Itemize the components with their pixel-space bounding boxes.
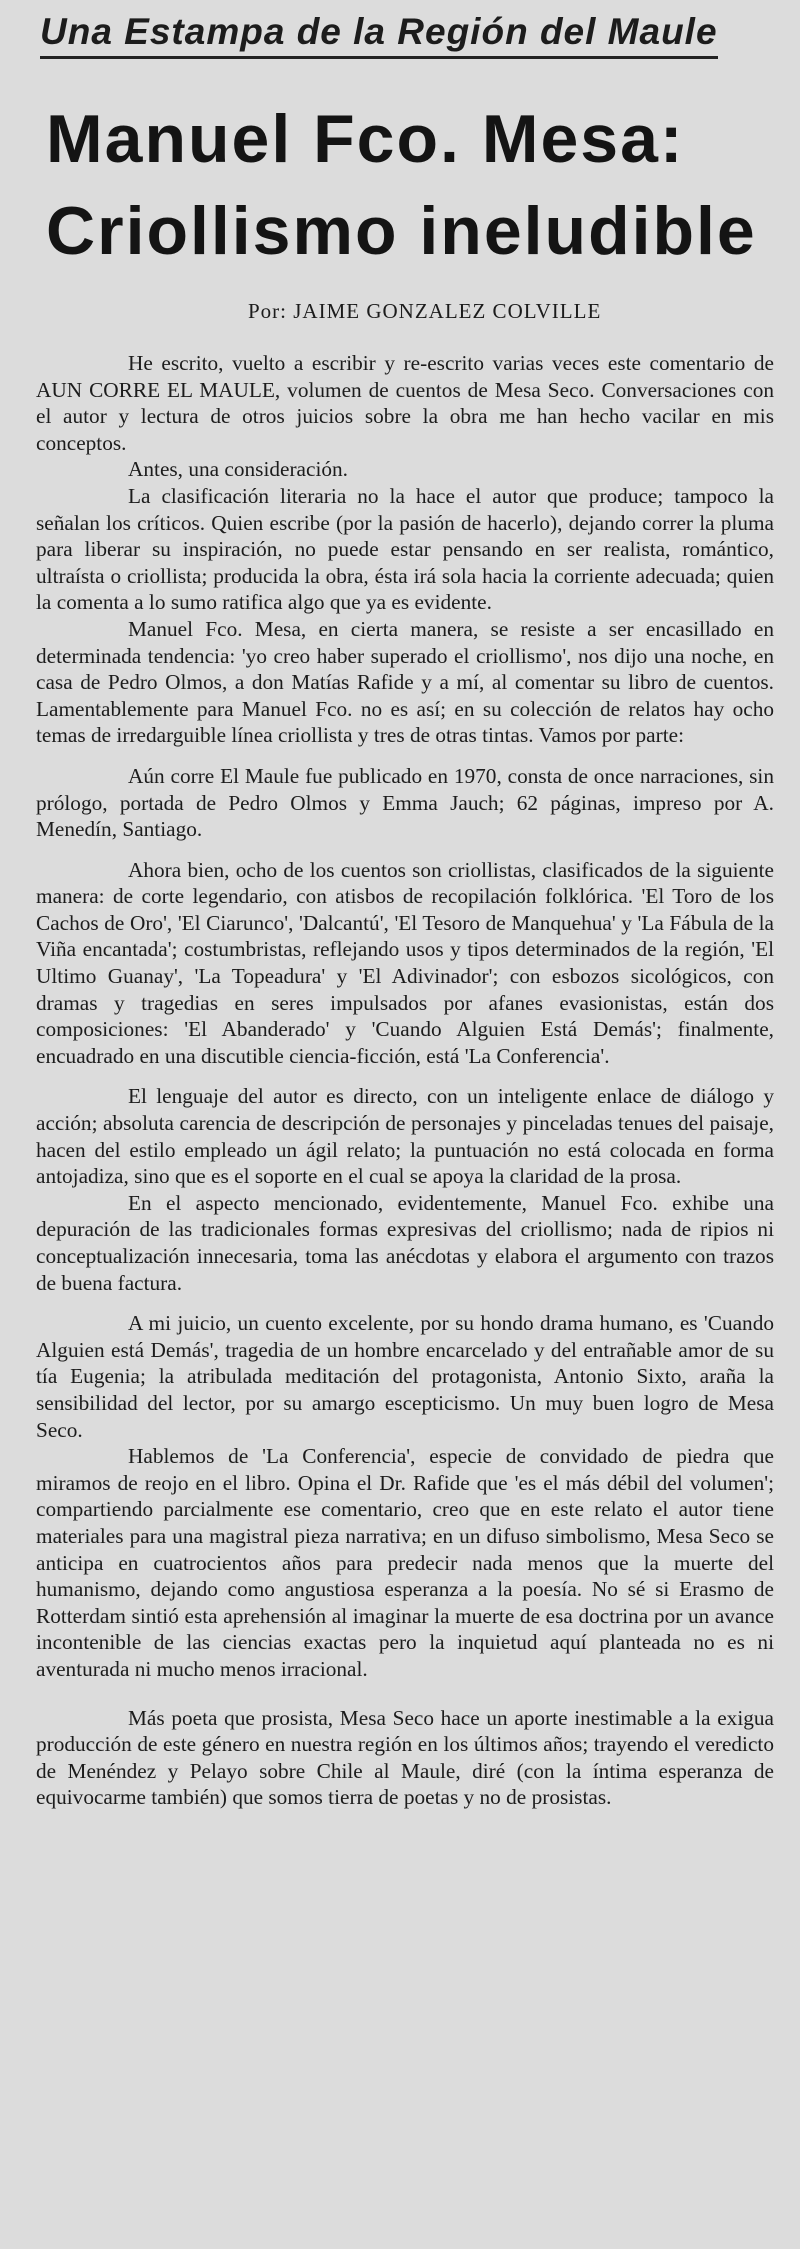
headline	[46, 93, 782, 277]
headline-line-2: Criollismo ineludible	[46, 193, 757, 269]
paragraph-4: Manuel Fco. Mesa, en cierta manera, se resiste a ser encasillado en determinada tendencia: 'yo creo haber superado el criollismo', nos dijo una noche, en casa de Pedro Olmos, a don Matías Rafide y a mí, al comentar su libro de cuentos. Lamentablemente para Manuel Fco. no es así; en su colección de relatos hay ocho temas de irredarguible línea criollista y tres de otras tintas. Vamos por parte:	[36, 616, 774, 748]
byline: Por: JAIME GONZALEZ COLVILLE	[248, 299, 602, 323]
paragraph-9: A mi juicio, un cuento excelente, por su hondo drama humano, es 'Cuando Alguien está Demás', tragedia de un hombre encarcelado y del entrañable amor de su tía Eugenia; la atribulada meditación del protagonista, Antonio Sixto, araña la sensibilidad del lector, por su amargo escepticismo. Un muy buen logro de Mesa Seco.	[36, 1311, 774, 1442]
paragraph-7: El lenguaje del autor es directo, con un inteligente enlace de diálogo y acción; absoluta carencia de descripción de personajes y pinceladas tenues del paisaje, hacen del estilo empleado un ágil relato; la puntuación no está colocada en forma antojadiza, sino que es el soporte en el cual se apoya la claridad de la prosa.	[36, 1084, 774, 1189]
paragraph-5: Aún corre El Maule fue publicado en 1970, consta de once narraciones, sin prólogo, portada de Pedro Olmos y Emma Jauch; 62 páginas, impreso por A. Menedín, Santiago.	[36, 763, 774, 842]
paragraph-2: Antes, una consideración.	[128, 457, 348, 482]
article-body	[36, 350, 774, 1811]
paragraph-3: La clasificación literaria no la hace el autor que produce; tampoco la señalan los críticos. Quien escribe (por la pasión de hacerlo), dejando correr la pluma para liberar su inspiración, no puede estar pensando en ser realista, romántico, ultraísta o criollista; producida la obra, ésta irá sola hacia la corriente adecuada; quien la comenta a lo sumo ratifica algo que ya es evidente.	[36, 483, 774, 615]
paragraph-1: He escrito, vuelto a escribir y re-escrito varias veces este comentario de AUN CORRE EL MAULE, volumen de cuentos de Mesa Seco. Conversaciones con el autor y lectura de otros juicios sobre la obra me han hecho vacilar en mis conceptos.	[36, 351, 774, 455]
headline-line-1: Manuel Fco. Mesa:	[46, 101, 685, 177]
section-kicker: Una Estampa de la Región del Maule	[40, 10, 718, 59]
paragraph-11: Más poeta que prosista, Mesa Seco hace un aporte inestimable a la exigua producción de este género en nuestra región en los últimos años; trayendo el veredicto de Menéndez y Pelayo sobre Chile al Maule, diré (con la íntima esperanza de equivocarme también) que somos tierra de poetas y no de prosistas.	[36, 1705, 774, 1810]
paragraph-6: Ahora bien, ocho de los cuentos son criollistas, clasificados de la siguiente manera: de corte legendario, con atisbos de recopilación folklórica. 'El Toro de los Cachos de Oro', 'El Ciarunco', 'Dalcantú', 'El Tesoro de Manquehua' y 'La Fábula de la Viña encantada'; costumbristas, reflejando usos y tipos determinados de la región, 'El Ultimo Guanay', 'La Topeadura' y 'El Adivinador'; con esbozos sicológicos, con dramas y tragedias en seres impulsados por afanes evasionistas, están dos composiciones: 'El Abanderado' y 'Cuando Alguien Está Demás'; finalmente, encuadrado en una discutible ciencia-ficción, está 'La Conferencia'.	[36, 857, 774, 1068]
paragraph-8: En el aspecto mencionado, evidentemente, Manuel Fco. exhibe una depuración de las tradicionales formas expresivas del criollismo; nada de ripios ni conceptualización innecesaria, toma las anécdotas y elabora el argumento con trazos de buena factura.	[36, 1190, 774, 1295]
paragraph-10: Hablemos de 'La Conferencia', especie de convidado de piedra que miramos de reojo en el libro. Opina el Dr. Rafide que 'es el más débil del volumen'; compartiendo parcialmente ese comentario, creo que en este relato el autor tiene materiales para una magistral pieza narrativa; en un difuso simbolismo, Mesa Seco se anticipa en cuatrocientos años para predecir nada menos que la muerte del humanismo, dejando como angustiosa esperanza a la poesía. No sé si Erasmo de Rotterdam sintió esta aprehensión al imaginar la muerte de esa doctrina por un avance incontenible de las ciencias exactas pero la inquietud aquí planteada no es ni aventurada ni mucho menos irracional.	[36, 1444, 774, 1681]
